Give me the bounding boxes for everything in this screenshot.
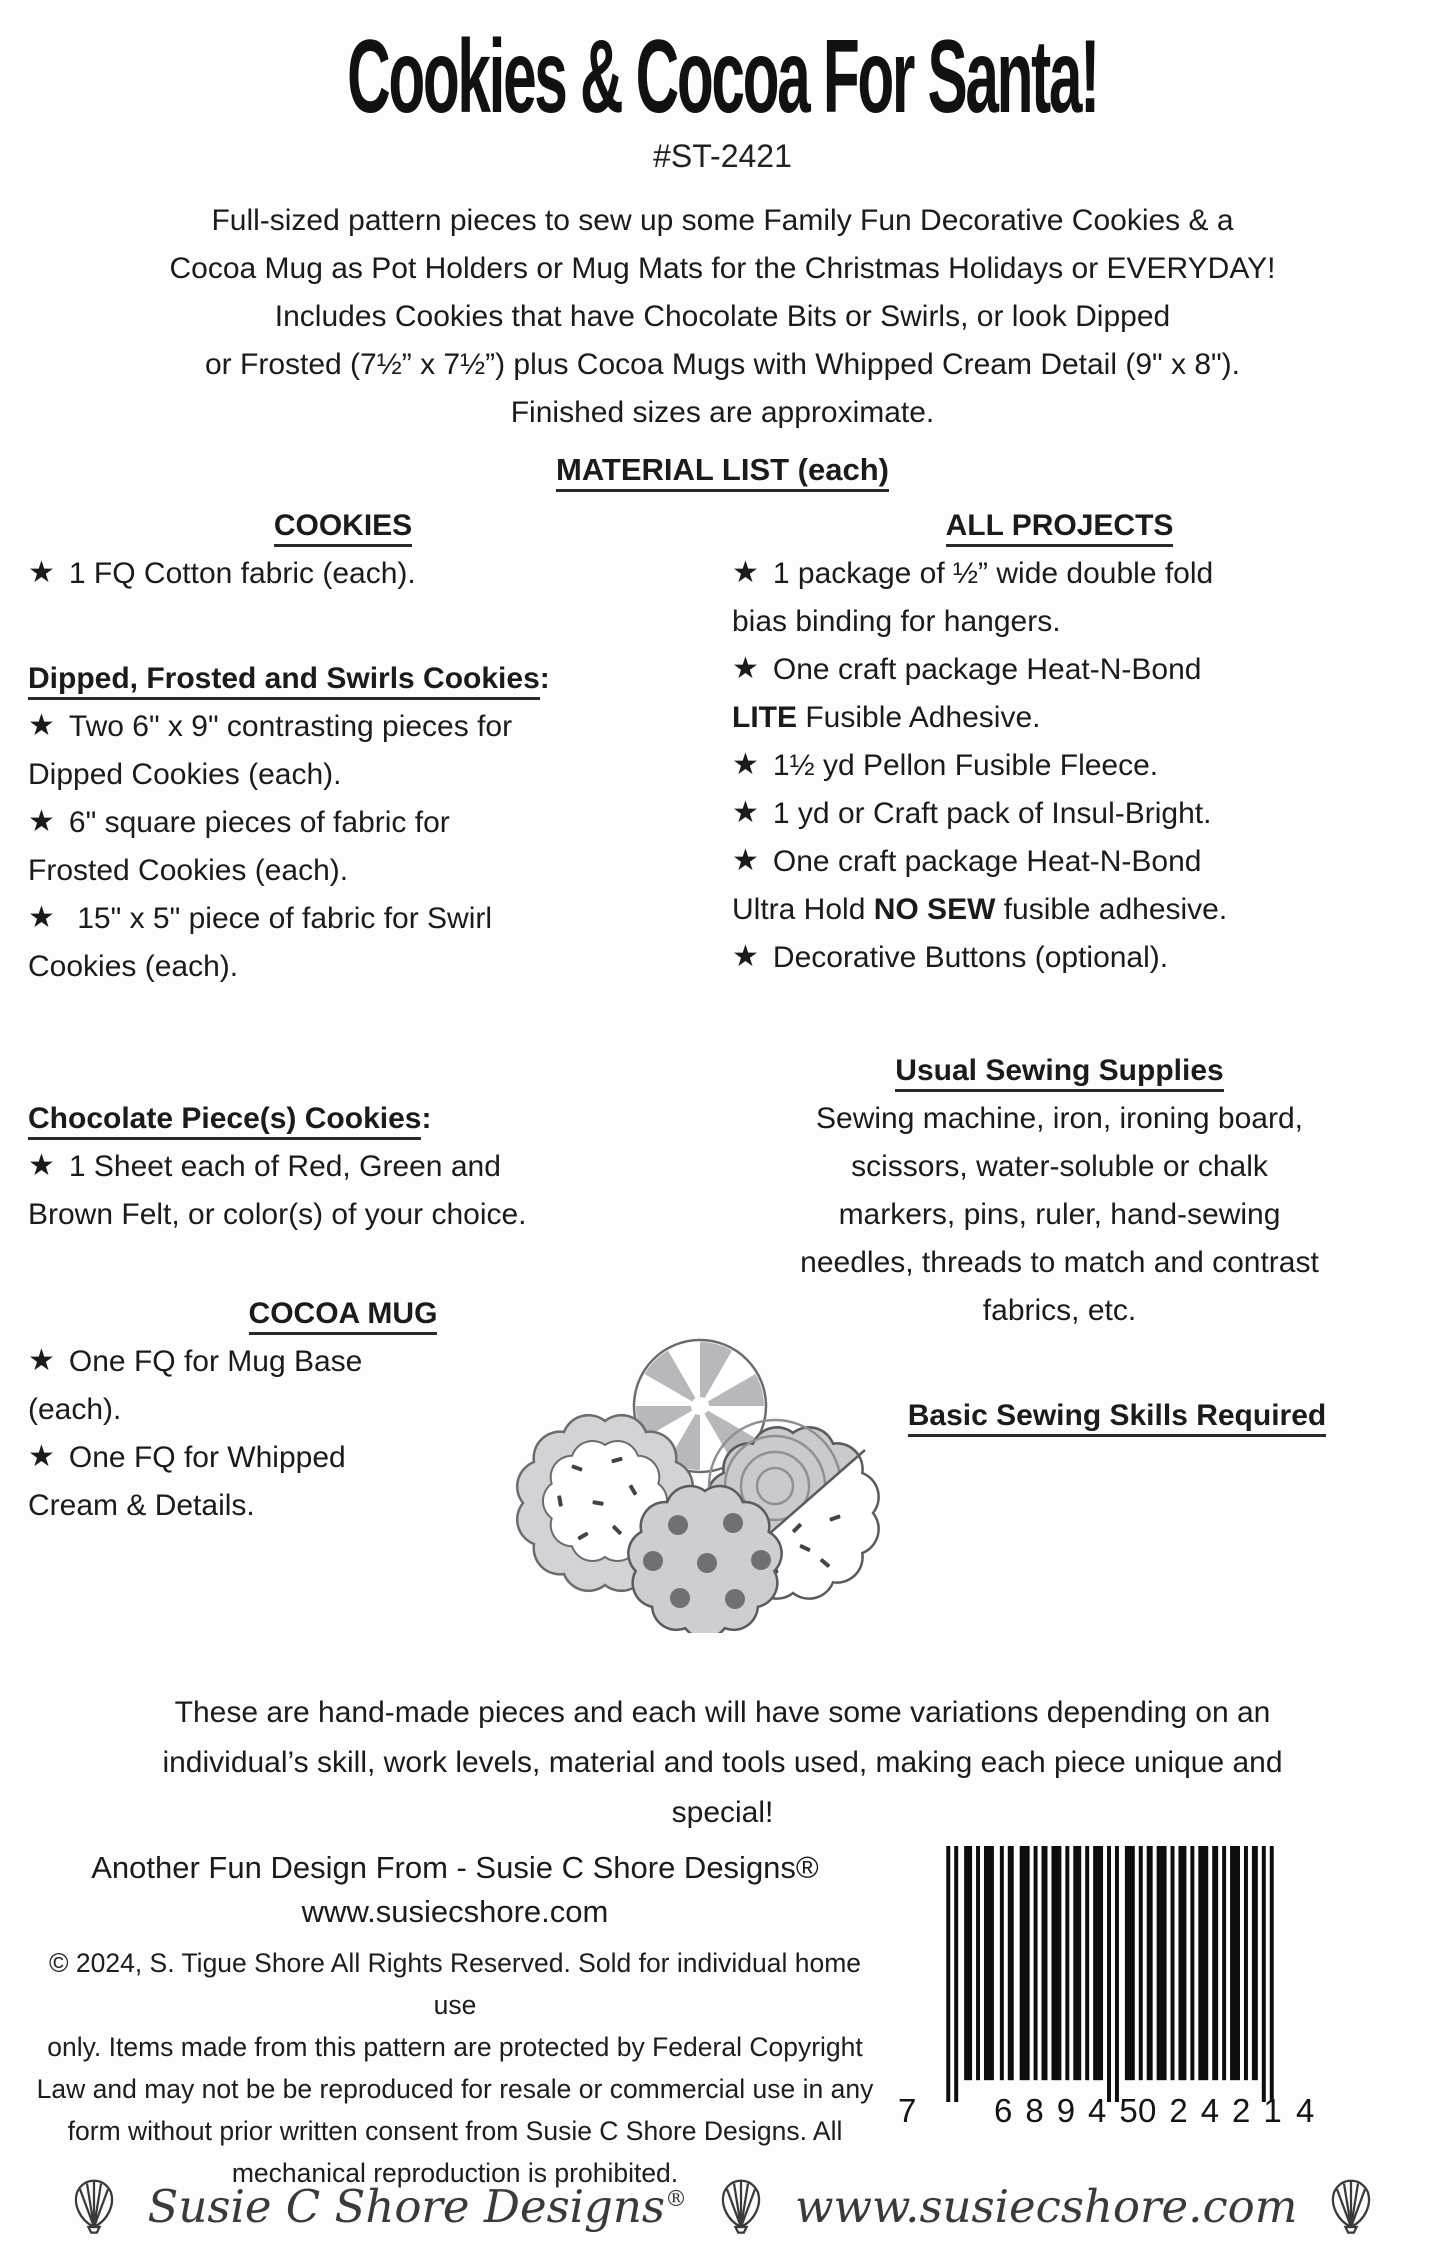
star-bullet-icon: ★ <box>732 748 759 781</box>
cookies-illustration <box>505 1318 895 1633</box>
design-from-line: Another Fun Design From - Susie C Shore Designs® <box>91 1850 819 1885</box>
star-bullet-icon: ★ <box>732 796 759 829</box>
list-item: ★ 1 FQ Cotton fabric (each). <box>28 550 658 598</box>
list-item: ★ 1 yd or Craft pack of Insul-Bright. <box>732 790 1387 838</box>
cookies-section-heading: COOKIES <box>28 502 658 550</box>
all-projects-section-heading: ALL PROJECTS <box>732 502 1387 550</box>
star-bullet-icon: ★ <box>732 652 759 685</box>
page-title: Cookies & Cocoa For Santa! <box>347 19 1098 135</box>
star-bullet-icon: ★ <box>28 805 55 838</box>
star-bullet-icon: ★ <box>732 940 759 973</box>
barcode-digit: 7 <box>898 2092 917 2129</box>
handmade-note: These are hand-made pieces and each will have some variations depending on an individual’s skill, work levels, material and tools used, making each piece unique and special! <box>162 1696 1283 1829</box>
star-bullet-icon: ★ <box>732 556 759 589</box>
publisher-website: www.susiecshore.com <box>301 1894 609 1929</box>
intro-line: Full-sized pattern pieces to sew up some Family Fun Decorative Cookies & a <box>211 204 1234 237</box>
chocolate-section-heading: Chocolate Piece(s) Cookies: <box>28 1095 658 1143</box>
star-bullet-icon: ★ <box>732 844 759 877</box>
list-item: ★ 15" x 5" piece of fabric for Swirl Cookies (each). <box>28 895 658 991</box>
sewing-supplies-paragraph: Sewing machine, iron, ironing board, scissors, water-soluble or chalk markers, pins, ruler, hand-sewing needles, threads to match and contrast fabrics, etc. <box>800 1102 1319 1327</box>
footer-brand: Susie C Shore Designs® <box>147 2179 687 2233</box>
pattern-number: #ST-2421 <box>653 138 792 174</box>
barcode-bars <box>934 1846 1286 2104</box>
intro-line: or Frosted (7½” x 7½”) plus Cocoa Mugs with Whipped Cream Detail (9" x 8"). <box>205 348 1240 381</box>
chocolate-chip-cookie <box>628 1486 781 1633</box>
barcode-digits-right: 02421 <box>1138 2092 1295 2129</box>
intro-paragraph <box>0 197 1445 437</box>
barcode-digit: 4 <box>1296 2092 1315 2129</box>
star-bullet-icon: ★ <box>28 901 55 934</box>
list-item: ★ One craft package Heat-N-Bond Ultra Hold NO SEW fusible adhesive. <box>732 838 1387 934</box>
list-item: ★ Decorative Buttons (optional). <box>732 934 1387 982</box>
footer-brand-line <box>0 2158 1445 2254</box>
star-bullet-icon: ★ <box>28 1149 55 1182</box>
cookies-illustration-svg <box>505 1318 895 1633</box>
material-list-right-column <box>732 502 1387 1440</box>
list-item: ★ 1½ yd Pellon Fusible Fleece. <box>732 742 1387 790</box>
list-item: ★ Two 6" x 9" contrasting pieces for Dipped Cookies (each). <box>28 703 658 799</box>
upc-barcode <box>898 1846 1328 2146</box>
sewing-supplies-section-heading: Usual Sewing Supplies <box>732 1047 1387 1095</box>
intro-line: Cocoa Mug as Pot Holders or Mug Mats for the Christmas Holidays or EVERYDAY! <box>169 252 1276 285</box>
intro-line: Includes Cookies that have Chocolate Bits or Swirls, or look Dipped <box>274 300 1171 333</box>
list-item: ★ One FQ for Whipped Cream & Details. <box>28 1434 658 1530</box>
cocoa-mug-section-heading: COCOA MUG <box>28 1290 658 1338</box>
publisher-block <box>25 1850 885 2194</box>
star-bullet-icon: ★ <box>28 1344 55 1377</box>
list-item: ★ 1 Sheet each of Red, Green and Brown Felt, or color(s) of your choice. <box>28 1143 658 1239</box>
list-item: ★ One craft package Heat-N-Bond LITE Fusible Adhesive. <box>732 646 1387 742</box>
skills-required-note: Basic Sewing Skills Required <box>732 1392 1387 1440</box>
star-bullet-icon: ★ <box>28 556 55 589</box>
intro-line: Finished sizes are approximate. <box>510 396 935 429</box>
star-bullet-icon: ★ <box>28 1440 55 1473</box>
list-item: ★ 6" square pieces of fabric for Frosted Cookies (each). <box>28 799 658 895</box>
copyright-notice: © 2024, S. Tigue Shore All Rights Reserved. Sold for individual home use only. Items made from this pattern are protected by Federal Copyright Law and may not be be reproduced for resale or commercial use in any form without prior written consent from Susie C Shore Designs. All mechanical reproduction is prohibited. <box>36 1948 874 2188</box>
material-list-heading: MATERIAL LIST (each) <box>0 452 1445 488</box>
list-item: ★ 1 package of ½” wide double fold bias binding for hangers. <box>732 550 1387 646</box>
star-bullet-icon: ★ <box>28 709 55 742</box>
list-item: ★ One FQ for Mug Base (each). <box>28 1338 658 1434</box>
shell-icon <box>713 2178 769 2234</box>
shell-icon <box>66 2178 122 2234</box>
footer-website: www.susiecshore.com <box>794 2179 1298 2233</box>
shell-icon <box>1323 2178 1379 2234</box>
barcode-digits-left: 68945 <box>994 2092 1151 2129</box>
dipped-section-heading: Dipped, Frosted and Swirls Cookies: <box>28 655 658 703</box>
